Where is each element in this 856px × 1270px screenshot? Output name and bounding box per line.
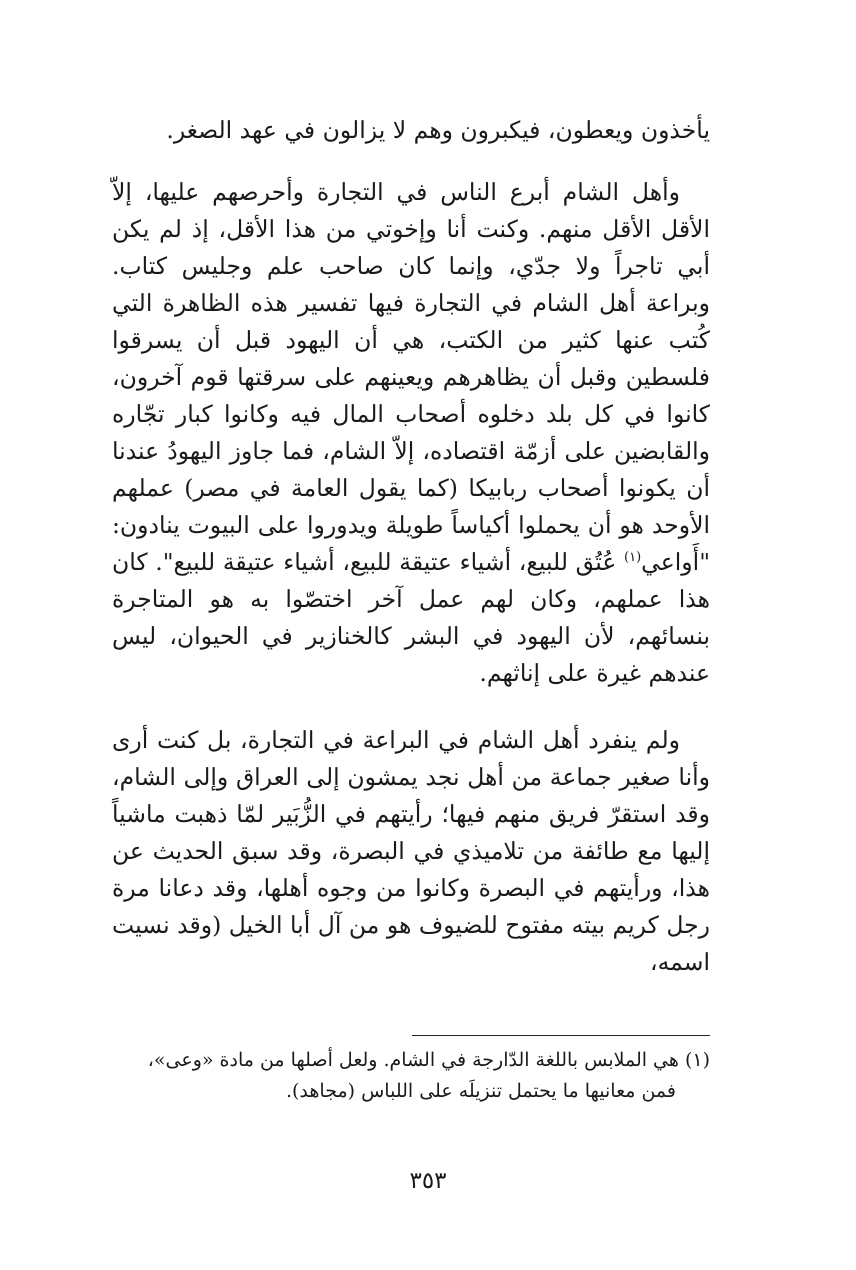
page-number: ٣٥٣ bbox=[409, 1168, 447, 1194]
paragraph-text-part: وأهل الشام أبرع الناس في التجارة وأحرصهم عليها، إلاّ الأقل الأقل منهم. وكنت أنا وإخوتي من هذا الأقل، إذ لم يكن أبي تاجراً ولا جدّي، وإنما كان صاحب علم وجليس كتاب. وبراعة أهل الشام في التجارة فيها تفسير هذه الظاهرة التي كُتب عنها كثير من الكتب، هي أن اليهود قبل أن يسرقوا فلسطين وقبل أن يظاهرهم ويعينهم على سرقتها قوم آخرون، كانوا في كل بلد دخلوه أصحاب المال فيه وكانوا كبار تجّاره والقابضين على أزمّة اقتصاده، إلاّ الشام، فما جاوز اليهودُ عندنا أن يكونوا أصحاب ربابيكا (كما يقول العامة في مصر) عملهم الأوحد هو أن يحملوا أكياساً طويلة ويدوروا على البيوت ينادون: "أَواعي bbox=[112, 178, 710, 576]
paragraph-text bbox=[112, 174, 710, 692]
footnote-divider bbox=[412, 1035, 710, 1036]
footnote-reference: (١) bbox=[624, 550, 642, 566]
footnote-line: (١) هي الملابس باللغة الدّارجة في الشام. ولعل أصلها من مادة «وعى»، bbox=[147, 1049, 710, 1071]
paragraph-trade bbox=[112, 174, 710, 692]
paragraph-najd bbox=[112, 722, 710, 981]
footnote-line: فمن معانيها ما يحتمل تنزيلَه على اللباس (مجاهد). bbox=[285, 1080, 676, 1102]
paragraph-continuation bbox=[112, 112, 710, 149]
paragraph-text: يأخذون ويعطون، فيكبرون وهم لا يزالون في عهد الصغر. bbox=[166, 116, 710, 144]
paragraph-text-part: عُتُق للبيع، أشياء عتيقة للبيع، أشياء عتيقة للبيع". كان هذا عملهم، وكان لهم عمل آخر اختصّوا به هو المتاجرة بنسائهم، لأن اليهود في البشر كالخنازير في الحيوان، ليس عندهم غيرة على إناثهم. bbox=[112, 548, 710, 687]
paragraph-text: ولم ينفرد أهل الشام في البراعة في التجارة، بل كنت أرى وأنا صغير جماعة من أهل نجد يمشون إلى العراق وإلى الشام، وقد استقرّ فريق منهم فيها؛ رأيتهم في الزُّبَير لمّا ذهبت ماشياً إليها مع طائفة من تلاميذي في البصرة، وقد سبق الحديث عن هذا، ورأيتهم في البصرة وكانوا من وجوه أهلها، وقد دعانا مرة رجل كريم بيته مفتوح للضيوف هو من آل أبا الخيل (وقد نسيت اسمه، bbox=[112, 726, 710, 976]
footnote bbox=[112, 1045, 710, 1107]
